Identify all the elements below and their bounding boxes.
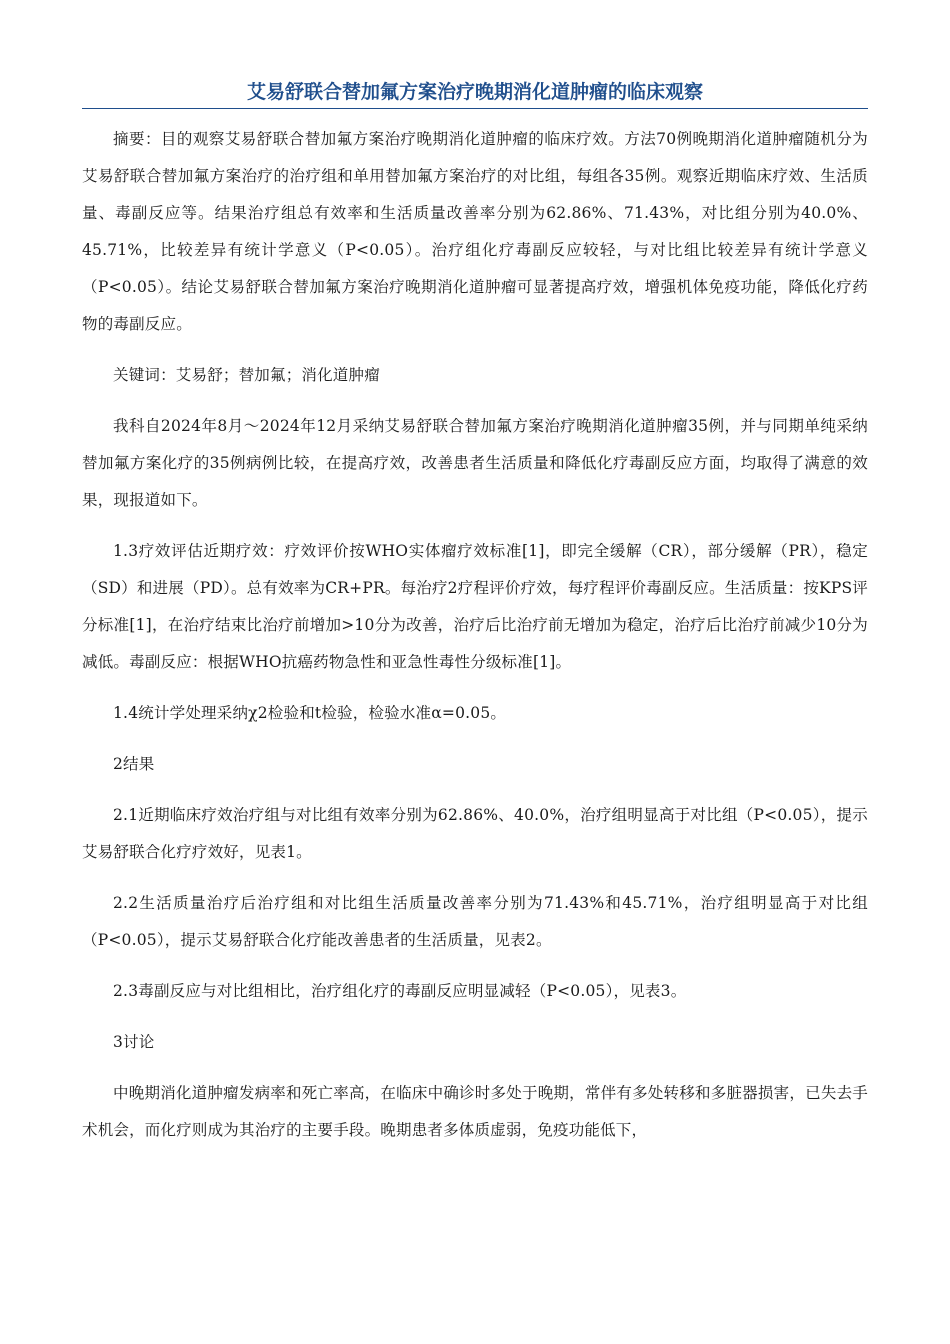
discussion-paragraph: 中晚期消化道肿瘤发病率和死亡率高，在临床中确诊时多处于晚期，常伴有多处转移和多脏器损害，已失去手术机会，而化疗则成为其治疗的主要手段。晚期患者多体质虚弱，免疫功能低下， — [82, 1084, 868, 1139]
results-heading: 2结果 — [113, 755, 155, 773]
section-1-4-paragraph: 1.4统计学处理采纳χ2检验和t检验，检验水准α=0.05。 — [113, 704, 507, 722]
intro-paragraph: 我科自2024年8月～2024年12月采纳艾易舒联合替加氟方案治疗晚期消化道肿瘤35例，并与同期单纯采纳替加氟方案化疗的35例病例比较，在提高疗效，改善患者生活质量和降低化疗毒副反应方面，均取得了满意的效果，现报道如下。 — [82, 417, 868, 509]
document-page — [82, 78, 868, 1149]
section-2-2-paragraph: 2.2生活质量治疗后治疗组和对比组生活质量改善率分别为71.43%和45.71%，治疗组明显高于对比组（P<0.05），提示艾易舒联合化疗能改善患者的生活质量，见表2。 — [82, 894, 868, 949]
abstract-paragraph: 摘要：目的观察艾易舒联合替加氟方案治疗晚期消化道肿瘤的临床疗效。方法70例晚期消化道肿瘤随机分为艾易舒联合替加氟方案治疗的治疗组和单用替加氟方案治疗的对比组，每组各35例。观察近期临床疗效、生活质量、毒副反应等。结果治疗组总有效率和生活质量改善率分别为62.86%、71.43%，对比组分别为40.0%、45.71%，比较差异有统计学意义（P<0.05）。治疗组化疗毒副反应较轻，与对比组比较差异有统计学意义（P<0.05）。结论艾易舒联合替加氟方案治疗晚期消化道肿瘤可显著提高疗效，增强机体免疫功能，降低化疗药物的毒副反应。 — [82, 130, 868, 333]
document-title: 艾易舒联合替加氟方案治疗晚期消化道肿瘤的临床观察 — [82, 78, 868, 109]
section-2-3-paragraph: 2.3毒副反应与对比组相比，治疗组化疗的毒副反应明显减轻（P<0.05），见表3。 — [113, 982, 687, 1000]
section-1-3-paragraph: 1.3疗效评估近期疗效：疗效评价按WHO实体瘤疗效标准[1]，即完全缓解（CR），部分缓解（PR），稳定（SD）和进展（PD）。总有效率为CR+PR。每治疗2疗程评价疗效，每疗程评价毒副反应。生活质量：按KPS评分标准[1]，在治疗结束比治疗前增加>10分为改善，治疗后比治疗前无增加为稳定，治疗后比治疗前减少10分为减低。毒副反应：根据WHO抗癌药物急性和亚急性毒性分级标准[1]。 — [82, 542, 868, 671]
section-2-1-paragraph: 2.1近期临床疗效治疗组与对比组有效率分别为62.86%、40.0%，治疗组明显高于对比组（P<0.05），提示艾易舒联合化疗疗效好，见表1。 — [82, 806, 868, 861]
keywords-paragraph: 关键词：艾易舒；替加氟；消化道肿瘤 — [113, 366, 380, 384]
discussion-heading: 3讨论 — [113, 1033, 155, 1051]
